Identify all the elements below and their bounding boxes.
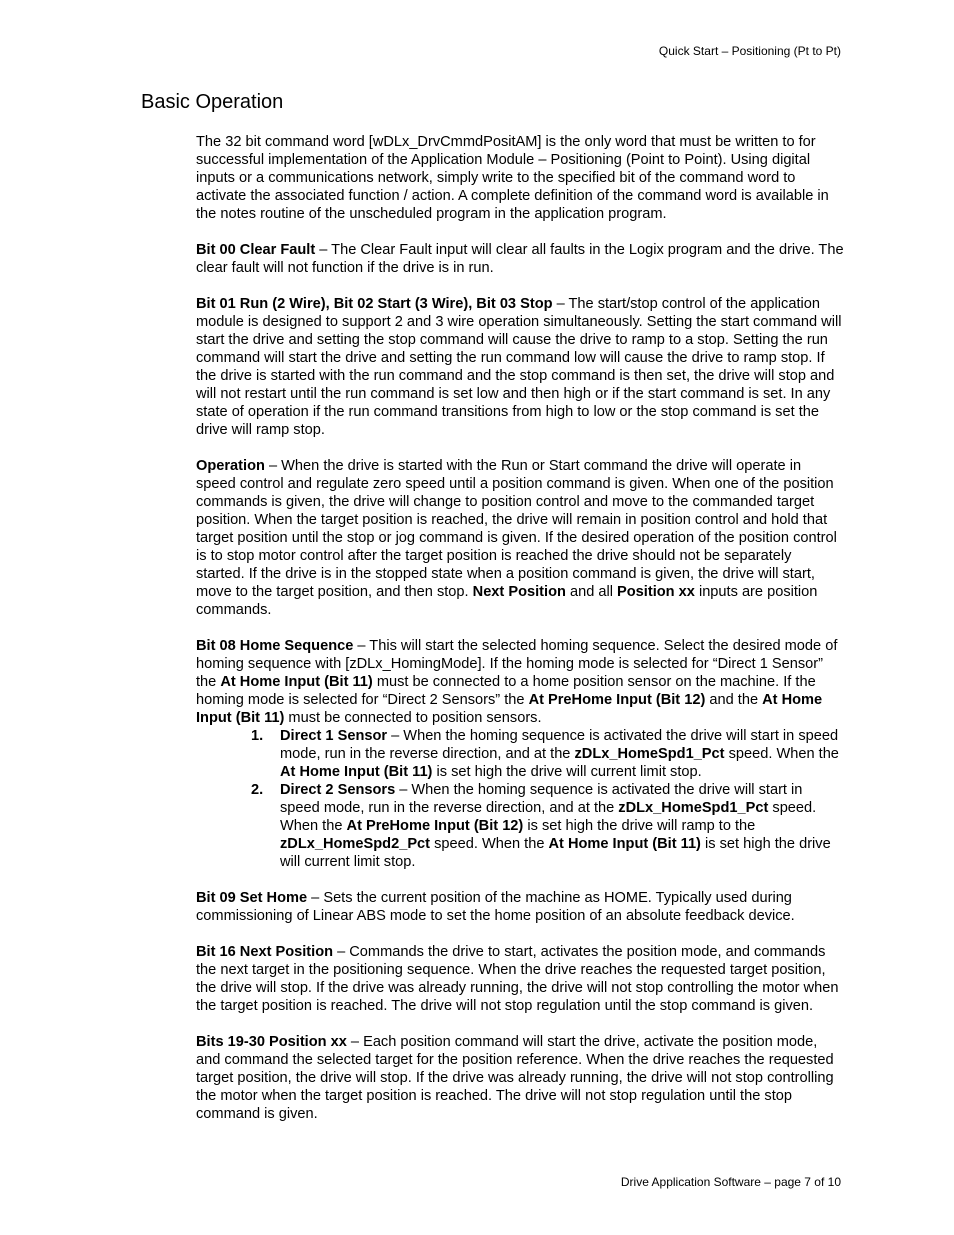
list-number: 2.: [251, 782, 264, 798]
position-xx-term: Position xx: [617, 584, 695, 600]
bit08-term: At Home Input (Bit 11): [220, 674, 373, 690]
list-item-text: is set high the drive will current limit stop.: [432, 764, 702, 780]
bit08-term: At Home Input (Bit 11): [196, 692, 823, 726]
operation-heading: Operation: [196, 458, 265, 474]
operation-paragraph: [196, 457, 844, 619]
bit08-paragraph: [196, 637, 844, 727]
list-item-title: Direct 1 Sensor: [280, 728, 388, 744]
operation-tail: inputs are position commands.: [196, 584, 818, 618]
bit08-text: and the: [705, 692, 763, 708]
intro-paragraph: [196, 133, 844, 223]
list-item-text: speed. When the: [724, 746, 839, 762]
list-item-term: zDLx_HomeSpd2_Pct: [280, 836, 431, 852]
bit00-paragraph: [196, 241, 844, 277]
bit00-heading: Bit 00 Clear Fault: [196, 242, 316, 258]
bit01-paragraph: [196, 295, 844, 439]
list-item-term: At Home Input (Bit 11): [280, 764, 433, 780]
list-item-term: At PreHome Input (Bit 12): [346, 818, 524, 834]
list-item-text: speed. When the: [280, 800, 817, 834]
bit09-text: – Sets the current position of the machine as HOME. Typically used during commissioning of Linear ABS mode to set the home position of an absolute feedback device.: [196, 890, 795, 924]
bit08-text: must be connected to position sensors.: [284, 710, 542, 726]
page-footer: Drive Application Software – page 7 of 10: [620, 1175, 841, 1189]
bit08-text: – This will start the selected homing sequence. Select the desired mode of homing sequence with [zDLx_HomingMode]. If the homing mode is selected for “Direct 1 Sensor” the: [196, 638, 838, 690]
intro-text: The 32 bit command word [wDLx_DrvCmmdPositAM] is the only word that must be written to for successful implementation of the Application Module – Positioning (Point to Point). Using digital inputs or a communications network, simply write to the specified bit of the command word to activate the associated function / action. A complete definition of the command word is available in the notes routine of the unscheduled program in the application program.: [196, 134, 829, 222]
homing-mode-list: [196, 727, 844, 871]
bit01-heading: Bit 01 Run (2 Wire), Bit 02 Start (3 Wire), Bit 03 Stop: [196, 296, 553, 312]
list-item-text: – When the homing sequence is activated the drive will start in speed mode, run in the reverse direction, and at the: [280, 782, 803, 816]
list-number: 1.: [251, 728, 264, 744]
list-item-term: zDLx_HomeSpd1_Pct: [574, 746, 725, 762]
bit09-heading: Bit 09 Set Home: [196, 890, 308, 906]
list-item-text: is set high the drive will ramp to the: [523, 818, 756, 834]
bit08-text: must be connected to a home position sensor on the machine. If the homing mode is selected for “Direct 2 Sensors” the: [196, 674, 816, 708]
list-item-term: At Home Input (Bit 11): [548, 836, 701, 852]
list-item: [251, 781, 844, 871]
operation-text: – When the drive is started with the Run or Start command the drive will operate in speed control and regulate zero speed until a position command is given. When one of the position commands is given, the drive will change to position control and move to the commanded target position. When the target position is reached, the drive will remain in position control and hold that target position until the stop or jog command is given. If the desired operation of the position control is to stop motor control after the target position is reached the drive should not be separately started. If the drive is in the stopped state when a position command is given, the drive will start, move to the target position, and then stop.: [196, 458, 837, 600]
list-item-text: is set high the drive will current limit stop.: [280, 836, 831, 870]
bits19-paragraph: [196, 1033, 844, 1123]
bit16-paragraph: [196, 943, 844, 1015]
bit16-heading: Bit 16 Next Position: [196, 944, 334, 960]
operation-connector: and all: [565, 584, 618, 600]
bit08-heading: Bit 08 Home Sequence: [196, 638, 354, 654]
bits19-heading: Bits 19-30 Position xx: [196, 1034, 347, 1050]
section-title: Basic Operation: [141, 91, 284, 113]
next-position-term: Next Position: [472, 584, 566, 600]
bit08-term: At PreHome Input (Bit 12): [528, 692, 706, 708]
bits19-text: – Each position command will start the drive, activate the position mode, and command the selected target for the position reference. When the drive reaches the requested target position, the drive will stop. If the drive was already running, the drive will not stop controlling the motor when the target position is reached. The drive will not stop regulation until the stop command is given.: [196, 1034, 834, 1122]
document-body: [196, 133, 844, 1141]
list-item-text: speed. When the: [430, 836, 549, 852]
bit01-text: – The start/stop control of the application module is designed to support 2 and 3 wire operation simultaneously. Setting the start command will start the drive and setting the stop command will cause the drive to ramp to a stop. Setting the run command will start the drive and setting the run command low will cause the drive to ramp stop. If the drive is started with the run command and the stop command is then set, the drive will stop and will not restart until the run command is set low and then high or if the start command is set. In any state of operation if the run command transitions from high to low or the stop command is set the drive will ramp stop.: [196, 296, 842, 438]
list-item-title: Direct 2 Sensors: [280, 782, 396, 798]
bit09-paragraph: [196, 889, 844, 925]
list-item: [251, 727, 844, 781]
bit16-text: – Commands the drive to start, activates the position mode, and commands the next target in the positioning sequence. When the drive reaches the requested target position, the drive will stop. If the drive was already running, the drive will not stop controlling the motor when the target position is reached. The drive will not stop regulation until the stop command is given.: [196, 944, 839, 1014]
running-header: Quick Start – Positioning (Pt to Pt): [658, 44, 841, 58]
list-item-term: zDLx_HomeSpd1_Pct: [618, 800, 769, 816]
bit00-text: – The Clear Fault input will clear all faults in the Logix program and the drive. The clear fault will not function if the drive is in run.: [196, 242, 844, 276]
list-item-text: – When the homing sequence is activated the drive will start in speed mode, run in the reverse direction, and at the: [280, 728, 839, 762]
